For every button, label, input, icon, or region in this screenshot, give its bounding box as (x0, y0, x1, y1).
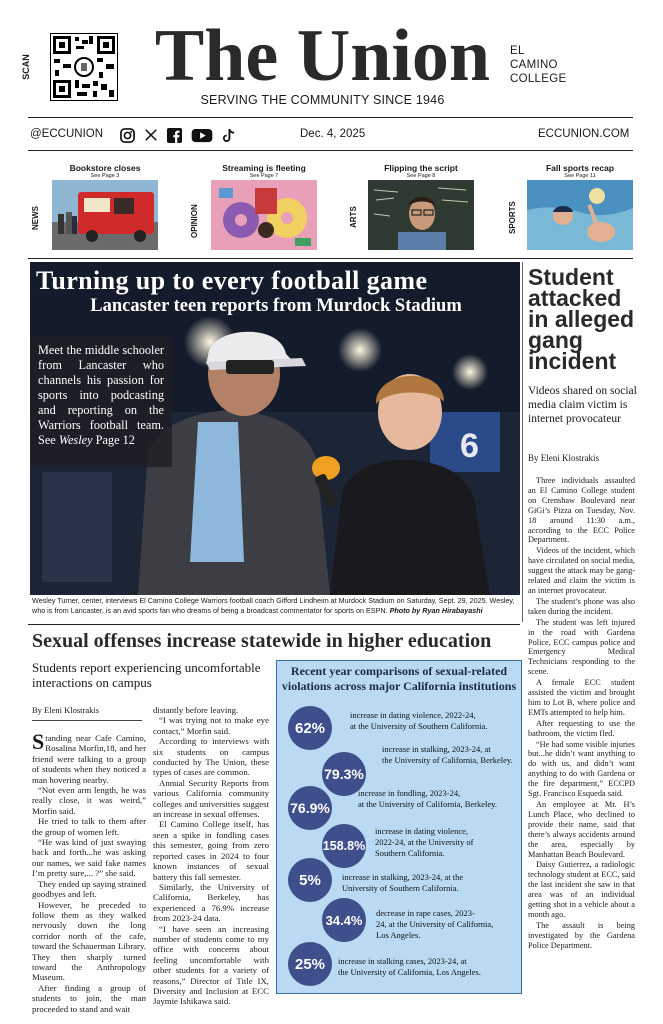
teaser-page: See Page 3 (90, 173, 120, 179)
teaser-section-sports: SPORTS (508, 201, 517, 234)
second-story-byline: By Eleni Klostrakis (32, 705, 100, 715)
teaser-photo-arts[interactable] (368, 180, 474, 250)
stat-description (375, 826, 520, 859)
stat-line: 24, at the University of California, (376, 919, 494, 929)
teaser-section-arts: ARTS (349, 206, 358, 228)
sidebar-byline: By Eleni Klostrakis (528, 453, 599, 463)
jump-prefix: See (38, 433, 59, 447)
jump-suffix: Page 12 (92, 433, 135, 447)
lead-blurb: Meet the middle schooler from Lancaster who channels his passion for sports into podcasting and reporting on the Warriors football team. (38, 343, 164, 432)
teaser-page: See Page 11 (564, 173, 596, 179)
stat-circle: 158.8% (322, 824, 366, 868)
sidebar-headline: Student attacked in alleged gang incident (528, 264, 635, 374)
stat-circle: 5% (288, 858, 332, 902)
teaser-section-news: NEWS (31, 206, 40, 230)
teaser-title[interactable]: Flipping the script (384, 163, 458, 173)
sidebar-paragraph: After requesting to use the bathroom, the victim fled. (528, 718, 635, 738)
teaser-rule (28, 258, 633, 259)
teaser-section-opinion: OPINION (190, 204, 199, 238)
social-icons (120, 127, 235, 143)
lead-headline: Turning up to every football game (36, 266, 428, 295)
stat-line: decrease in rape cases, 2023- (376, 908, 475, 918)
teaser-title[interactable]: Streaming is fleeting (222, 163, 306, 173)
teaser-illustration-streaming[interactable] (211, 180, 317, 250)
college-line: COLLEGE (510, 73, 567, 85)
stat-line: Southern California. (375, 848, 445, 858)
college-name (510, 44, 566, 86)
stat-description (338, 956, 520, 978)
teaser-page: See Page 7 (249, 173, 279, 179)
teaser-photo-sports[interactable] (527, 180, 633, 250)
stat-line: University of Southern California. (342, 883, 459, 893)
story-paragraph: Similarly, the University of California, Berkeley, has experienced a 76.9% increase from 2023-24 data. (153, 881, 269, 924)
stat-line: increase in dating violence, (375, 826, 468, 836)
lead-subhead: Lancaster teen reports from Murdock Stadium (90, 296, 462, 316)
story-paragraph: El Camino College itself, has seen a spike in fondling cases this semester, going from zero reported cases in 2024 to four known instances of sexual battery this fall semester. (153, 819, 269, 882)
stat-description (376, 908, 520, 941)
story-paragraph: “He was kind of just swaying back and forth...he was asking our names, we said fake names I’m pretty sure,... ?” she said. (32, 837, 146, 879)
stat-line: 2022-24, at the University of (375, 837, 474, 847)
teaser-title[interactable]: Bookstore closes (69, 163, 141, 173)
social-handle[interactable]: @ECCUNION (30, 128, 104, 140)
story-paragraph: “I was trying not to make eye contact,” Morfin said. (153, 715, 269, 736)
website-link[interactable]: ECCUNION.COM (538, 128, 630, 140)
story-paragraph: However, he preceded to follow them as they walked nervously down the long corridor north of the cafe, toward the Schauerman Library. They then sharply turned toward the Anthropology Museum. (32, 899, 146, 983)
stat-description (342, 872, 518, 894)
masthead-tagline: SERVING THE COMMUNITY SINCE 1946 (200, 93, 445, 107)
masthead-title: The Union (154, 15, 491, 97)
stat-line: the University of California, Berkeley. (382, 755, 513, 765)
story-paragraph: “Not even arm length, he was really close, it was weird,” Morfin said. (32, 785, 146, 816)
stat-circle: 79.3% (322, 752, 366, 796)
stat-circle: 25% (288, 942, 332, 986)
stat-line: increase in stalking, 2023-24, at the (342, 872, 464, 882)
college-line: EL (510, 45, 525, 57)
svg-text:6: 6 (460, 427, 479, 465)
jump-word: Wesley (58, 433, 93, 447)
scan-me-label: SCAN (21, 54, 31, 80)
story-paragraph: “I have seen an increasing number of students come to my office with concerns about feeling uncomfortable with other students for a variety of reasons,” Director of Title IX, Diversity and Inclusion at ECC Jaymie Ishikawa said. (153, 923, 269, 1007)
infobox-title: Recent year comparisons of sexual-related violations across major California institutions (281, 664, 517, 693)
instagram-icon[interactable] (120, 128, 135, 143)
sidebar-body (528, 476, 635, 952)
story-paragraph: tanding near Cafe Camino, Rosalina Morfin,18, and her friend were talking to a group of students when they noticed a man hovering nearby. (32, 733, 146, 785)
qr-code-icon[interactable] (50, 33, 118, 101)
second-story-headline: Sexual offenses increase statewide in higher education (32, 630, 492, 652)
drop-cap: S (32, 729, 45, 754)
teaser-photo-bookstore[interactable] (52, 180, 158, 250)
story-paragraph: He tried to talk to them after the group of women left. (32, 816, 146, 837)
sidebar-paragraph: A female ECC student assisted the victim and brought him to Lot B, where police and EMTs attempted to help him. (528, 678, 635, 717)
lead-blurb-box (30, 337, 172, 467)
stat-line: Los Angeles. (376, 930, 421, 940)
lead-jump[interactable] (38, 433, 135, 447)
sidebar-paragraph: The student was left injured in the road with Gardena Police, ECC campus police and Emergency Medical Technicians responding to the scene. (528, 617, 635, 677)
sidebar-divider (522, 262, 523, 622)
sidebar-paragraph: Three individuals assaulted an El Camino College student on Crenshaw Boulevard near GiGi’s Pizza on Tuesday, Nov. 18 around 11:30 a.m., according to the ECC Police Department. (528, 476, 635, 545)
sidebar-dek: Videos shared on social media claim victim is internet provocateur (528, 385, 637, 425)
stat-circle: 62% (288, 706, 332, 750)
sidebar-paragraph: “He had some visible injuries but...he didn’t want anything to do with us, and didn’t want anything to do with Gardena or the fire department,” ECCPD Sgt. Francisco Esqueda said. (528, 739, 635, 799)
story-paragraph: After finding a group of students to join, the man proceeded to stand and wait (32, 982, 146, 1014)
x-icon[interactable] (144, 128, 158, 142)
facebook-icon[interactable] (167, 128, 182, 143)
stat-line: increase in fondling, 2023-24, (358, 788, 461, 798)
sidebar-paragraph: An employee at Mr. H’s Lunch Place, who declined to provide their name, said that there’s always accidents around the area, especially by Manhattan Beach Boulevard. (528, 800, 635, 859)
second-story-rule (28, 624, 520, 625)
stat-line: increase in stalking cases, 2023-24, at (338, 956, 467, 966)
stat-circle: 76.9% (288, 786, 332, 830)
story-paragraph: Annual Security Reports from various California community colleges and universities suggest an increase in sexual offenses. (153, 777, 269, 820)
story-paragraph: distantly before leaving. (153, 705, 239, 715)
stat-line: the University of California, Los Angeles. (338, 967, 481, 977)
stat-description (350, 710, 518, 732)
social-rule (28, 150, 633, 151)
issue-date: Dec. 4, 2025 (300, 128, 366, 140)
stat-description (358, 788, 518, 810)
sidebar-paragraph: Daisy Gutierrez, a radiologic technology student at ECC, said the last incident she saw in that area was of an individual getting shot in a vehicle about a month ago. (528, 860, 635, 919)
byline-rule (32, 720, 142, 721)
tiktok-icon[interactable] (222, 128, 235, 143)
second-story-col1 (32, 729, 146, 1014)
teaser-page: See Page 8 (406, 173, 436, 179)
masthead-rule (28, 117, 633, 118)
lead-caption (32, 596, 518, 615)
caption-text: Wesley Turner, center, interviews El Camino College Warriors football coach Gifford Lindheim at Murdock Stadium on Saturday, Sept. 29, 2025. Wesley, who is from Lancaster, is an avid sports fan who dreams of being a broadcast commentator for sports on ESPN. (32, 596, 515, 615)
second-story-col2 (153, 705, 269, 1007)
photo-credit: Photo by Ryan Hirabayashi (389, 605, 483, 615)
stat-circle: 34.4% (322, 898, 366, 942)
stat-line: increase in dating violence, 2022-24, (350, 710, 476, 720)
stat-description (382, 744, 520, 766)
stat-line: at the University of California, Berkeley. (358, 799, 497, 809)
sidebar-paragraph: Videos of the incident, which have circulated on social media, suggest the attack may be gang-related and claim the victim is an internet provocateur. (528, 546, 635, 595)
teaser-title[interactable]: Fall sports recap (545, 163, 615, 173)
sidebar-paragraph: The assault is being investigated by the Gardena Police Department. (528, 920, 635, 950)
story-paragraph: According to interviews with six students on campus conducted by The Union, these types of cases are common. (153, 736, 269, 778)
second-story-dek: Students report experiencing uncomfortable interactions on campus (32, 660, 261, 690)
sidebar-paragraph: The student’s phone was also taken during the incident. (528, 596, 635, 616)
stat-line: at the University of Southern California. (350, 721, 488, 731)
youtube-icon[interactable] (191, 128, 213, 143)
story-paragraph: They ended up saying strained goodbyes and left. (32, 878, 146, 900)
college-line: CAMINO (510, 59, 558, 71)
stat-line: increase in stalking, 2023-24, at (382, 744, 491, 754)
